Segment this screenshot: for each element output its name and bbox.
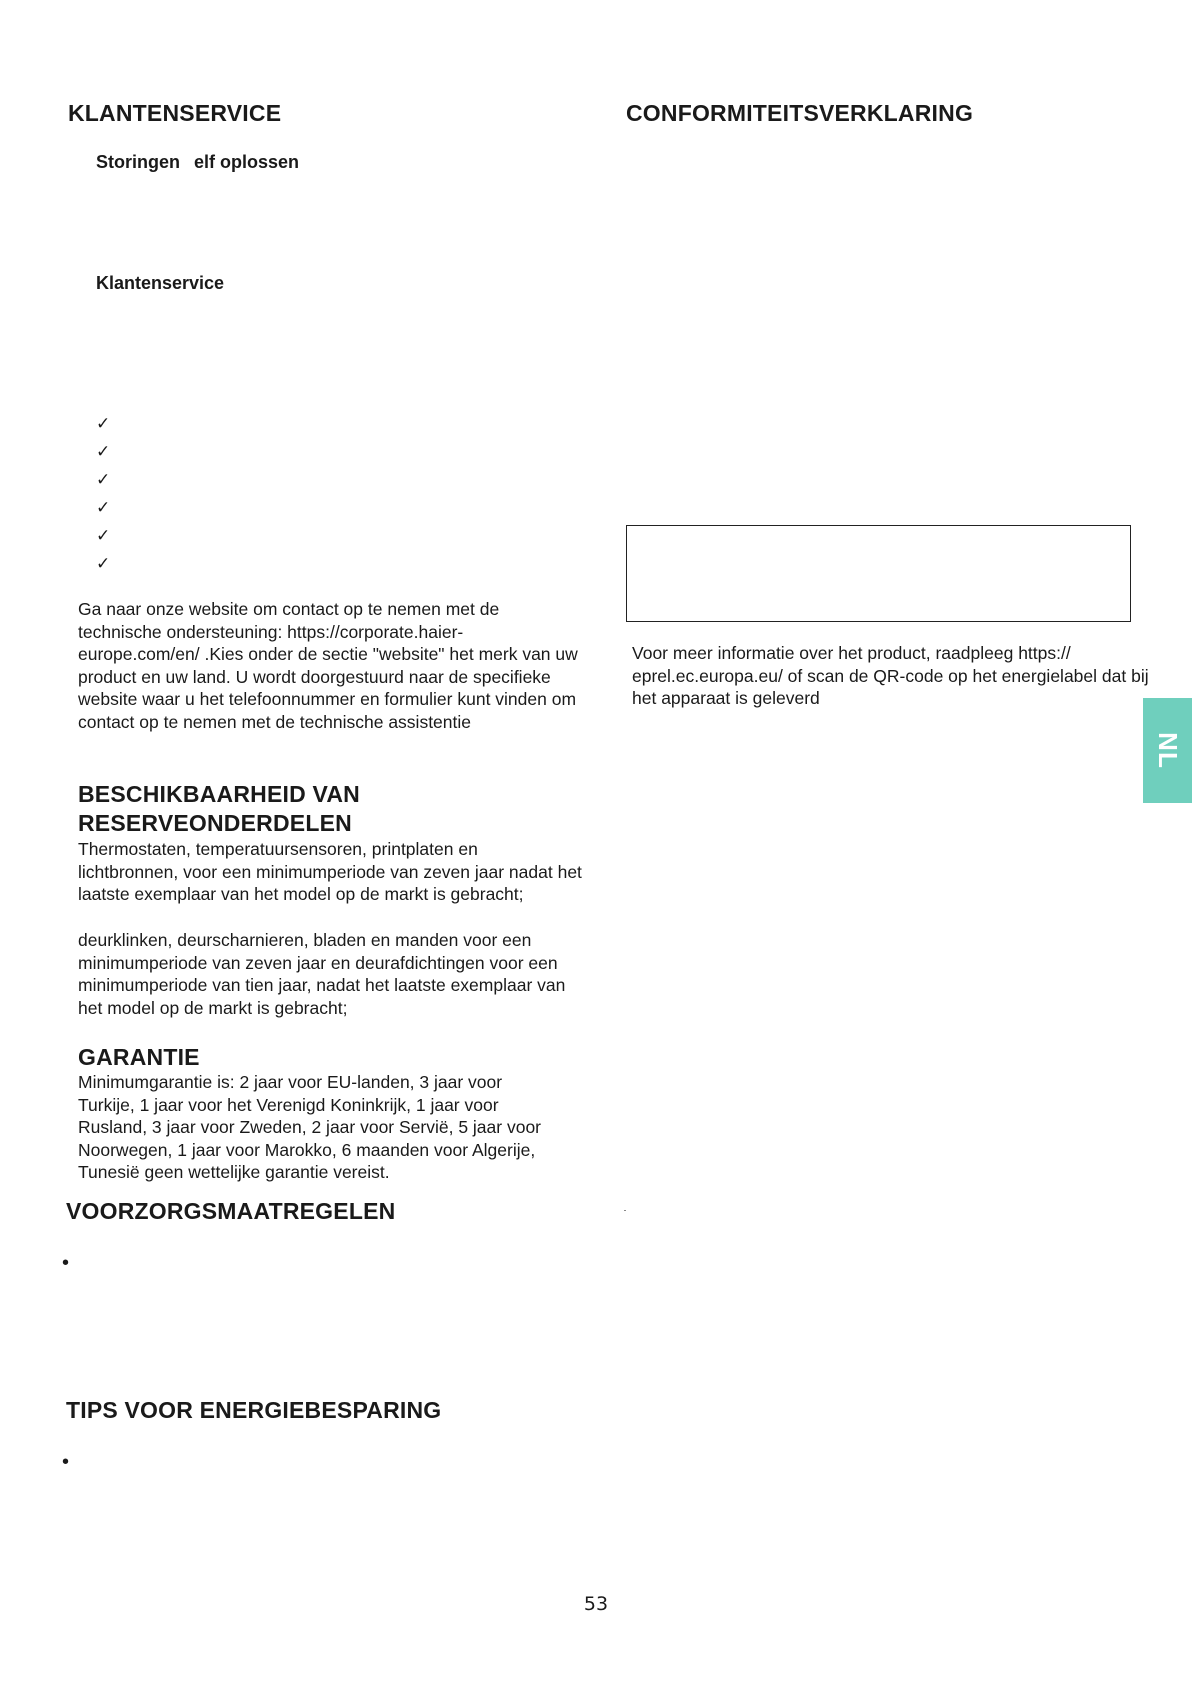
storingen-subheading-part-b: elf oplossen (194, 152, 300, 172)
garantie-heading: GARANTIE (78, 1044, 200, 1070)
garantie-paragraph: Minimumgarantie is: 2 jaar voor EU-landen, 3 jaar voor Turkije, 1 jaar voor het Verenigd Koninkrijk, 1 jaar voor Rusland, 3 jaar voor Zweden, 2 jaar voor Servië, 5 jaar voor Noorwegen, 1 jaar voor Marokko, 6 maanden voor Algerije, Tunesië geen wettelijke garantie vereist. (78, 1072, 542, 1183)
reserveonderdelen-heading-line-1: BESCHIKBAARHEID VAN (78, 781, 360, 807)
language-tab-label: NL (1152, 732, 1183, 769)
bullet-icon: • (62, 1451, 70, 1473)
conformiteitsverklaring-heading: CONFORMITEITSVERKLARING (626, 100, 974, 126)
checkmark-icon: ✓ (96, 470, 111, 490)
reserveonderdelen-paragraph-2: deurklinken, deurscharnieren, bladen en manden voor een minimumperiode van zeven jaar en deurafdichtingen voor een minimumperiode van tien jaar, nadat het laatste exemplaar van het model op de markt is gebracht; (78, 930, 566, 1018)
bullet-icon: • (62, 1252, 70, 1274)
eprel-info-paragraph: Voor meer informatie over het product, raadpleeg https:// eprel.ec.europa.eu/ of scan de QR-code op het energielabel dat bij het apparaat is geleverd (632, 643, 1149, 709)
reserveonderdelen-heading (78, 780, 360, 838)
contact-paragraph: Ga naar onze website om contact op te nemen met de technische ondersteuning: https://corporate.haier-europe.com/en/ .Kies onder de sectie "website" het merk van uw product en uw land. U wordt doorgestuurd naar de specifieke website waar u het telefoonnummer en formulier kunt vinden om contact op te nemen met de technische assistentie (78, 599, 578, 732)
storingen-subheading-part-a: Storingen (96, 152, 180, 172)
energiebesparing-heading: TIPS VOOR ENERGIEBESPARING (66, 1397, 442, 1423)
voorzorgsmaatregelen-heading: VOORZORGSMAATREGELEN (66, 1198, 396, 1224)
checkmark-icon: ✓ (96, 442, 111, 462)
checkmark-icon: ✓ (96, 554, 111, 574)
storingen-subheading (96, 152, 299, 173)
checkmark-icon: ✓ (96, 414, 111, 434)
reserveonderdelen-heading-line-2: RESERVEONDERDELEN (78, 810, 352, 836)
page-number: 53 (583, 1593, 609, 1615)
language-tab (1143, 698, 1192, 803)
scan-speck (624, 1210, 626, 1211)
klantenservice-heading: KLANTENSERVICE (68, 100, 282, 126)
checkmark-icon: ✓ (96, 526, 111, 546)
checkmark-icon: ✓ (96, 498, 111, 518)
reserveonderdelen-paragraph-1: Thermostaten, temperatuursensoren, printplaten en lichtbronnen, voor een minimumperiode van zeven jaar nadat het laatste exemplaar van het model op de markt is gebracht; (78, 839, 582, 905)
klantenservice-subheading: Klantenservice (96, 273, 225, 293)
declaration-box (626, 525, 1131, 622)
